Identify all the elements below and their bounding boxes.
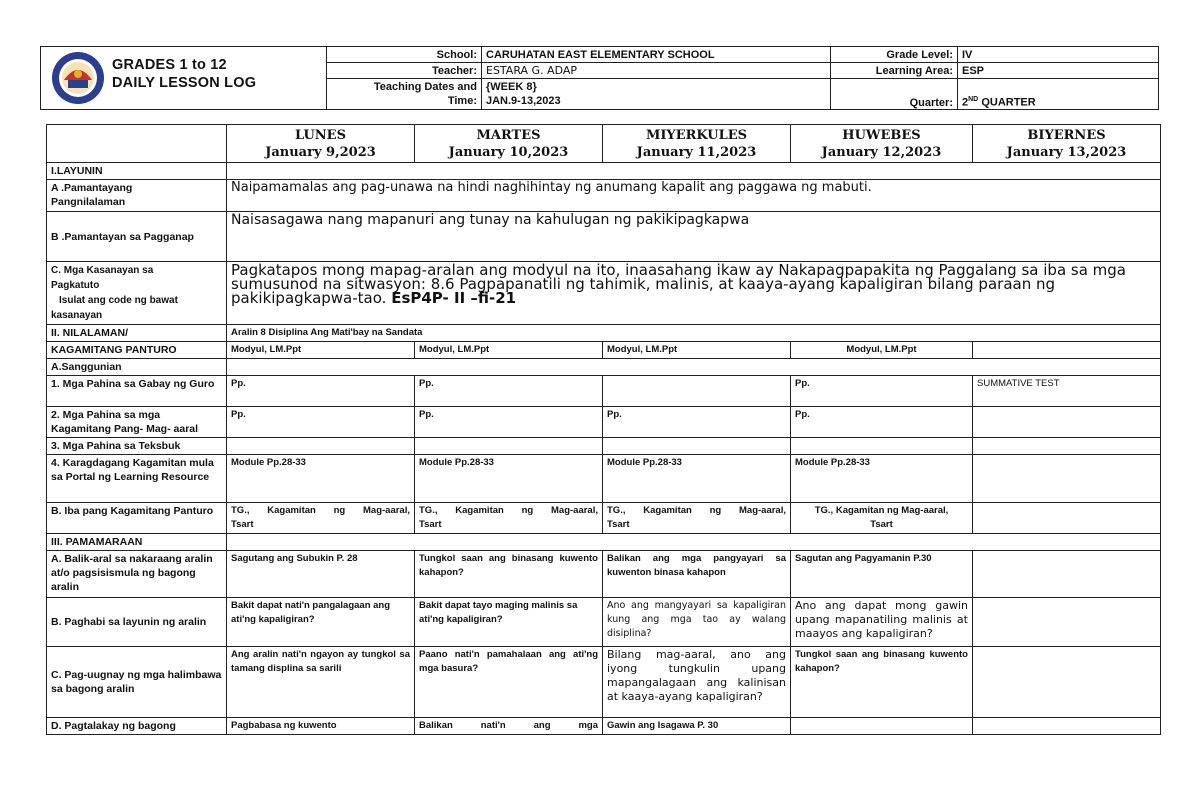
school-value: CARUHATAN EAST ELEMENTARY SCHOOL bbox=[482, 47, 831, 63]
kagamitan-row bbox=[47, 342, 1161, 359]
ref-cell: Pp. bbox=[227, 407, 415, 438]
ref-cell: Module Pp.28-33 bbox=[791, 455, 973, 503]
empty-cell bbox=[791, 438, 973, 455]
nilalaman-row bbox=[47, 325, 1161, 342]
material-cell: Modyul, LM.Ppt bbox=[415, 342, 603, 359]
pamamaraan-heading: III. PAMAMARAAN bbox=[47, 534, 227, 551]
ref-cell bbox=[791, 503, 973, 534]
ref-cell: Pp. bbox=[791, 407, 973, 438]
ref-line: Tsart bbox=[231, 519, 254, 530]
label-line: Pangnilalaman bbox=[51, 196, 126, 208]
deped-seal-logo bbox=[50, 50, 106, 106]
day-header-lunes bbox=[227, 125, 415, 163]
material-cell: Modyul, LM.Ppt bbox=[227, 342, 415, 359]
iba-pang-kagamitan-label: B. Iba pang Kagamitang Panturo bbox=[47, 503, 227, 534]
day-date: January 11,2023 bbox=[636, 144, 757, 160]
sanggunian-heading: A.Sanggunian bbox=[47, 359, 227, 376]
balik-aral-row bbox=[47, 551, 1161, 598]
ref-line: Tsart bbox=[419, 519, 442, 530]
label-line: Pagkatuto bbox=[51, 280, 100, 291]
lesson-log-table bbox=[46, 124, 1161, 735]
pamantayang-pangnilalaman-label bbox=[47, 180, 227, 212]
dates-label-line2: Time: bbox=[447, 95, 477, 107]
week-value: {WEEK 8} bbox=[486, 81, 537, 93]
empty-cell bbox=[973, 438, 1161, 455]
quarter-label: Quarter: bbox=[831, 79, 958, 110]
pamantayang-pangnilalaman-text: Naipamamalas ang pag-unawa na hindi naghihintay ng anumang kapalit ang paggawa ng mabuti. bbox=[227, 180, 1161, 212]
ref-cell: Pp. bbox=[227, 376, 415, 407]
quarter-num: 2 bbox=[962, 97, 969, 109]
school-label: School: bbox=[327, 47, 482, 63]
days-header-row bbox=[47, 125, 1161, 163]
empty-cell bbox=[973, 503, 1161, 534]
ref-line: TG., Kagamitan ng Mag-aaral, bbox=[419, 505, 598, 516]
iba-pang-kagamitan-row bbox=[47, 503, 1161, 534]
empty-cell bbox=[227, 163, 1161, 180]
label-line: Isulat ang code ng bawat bbox=[59, 295, 178, 306]
quarter-value bbox=[958, 79, 1159, 110]
empty-cell bbox=[415, 438, 603, 455]
teacher-label: Teacher: bbox=[327, 63, 482, 79]
teksbuk-label: 3. Mga Pahina sa Teksbuk bbox=[47, 438, 227, 455]
log-title-line2: DAILY LESSON LOG bbox=[112, 75, 257, 91]
label-line: kasanayan bbox=[51, 310, 103, 321]
day-name: LUNES bbox=[295, 127, 346, 143]
procedure-cell bbox=[973, 647, 1161, 718]
empty-cell bbox=[603, 438, 791, 455]
teacher-value: ESTARA G. ADAP bbox=[482, 63, 831, 79]
gabay-guro-label: 1. Mga Pahina sa Gabay ng Guro bbox=[47, 376, 227, 407]
kagamitan-heading: KAGAMITANG PANTURO bbox=[47, 342, 227, 359]
ref-line: TG., Kagamitan ng Mag-aaral, bbox=[814, 505, 949, 516]
nilalaman-text: Aralin 8 Disiplina Ang Mati'bay na Sandata bbox=[227, 325, 1161, 342]
kasanayan-label bbox=[47, 262, 227, 325]
quarter-word: QUARTER bbox=[981, 97, 1036, 109]
pamantayan-pagganap-label: B .Pamantayan sa Pagganap bbox=[47, 212, 227, 262]
material-cell: Modyul, LM.Ppt bbox=[603, 342, 791, 359]
quarter-sup: ND bbox=[968, 96, 979, 104]
layunin-heading-row bbox=[47, 163, 1161, 180]
header-info-table bbox=[326, 46, 1159, 110]
log-title-line1: GRADES 1 to 12 bbox=[112, 57, 227, 73]
day-name: BIYERNES bbox=[1027, 127, 1106, 143]
label-line: C. Mga Kasanayan sa bbox=[51, 265, 154, 276]
ref-cell: Pp. bbox=[415, 376, 603, 407]
kasanayan-code: EsP4P- II –fi-21 bbox=[391, 289, 517, 307]
ref-cell: Pp. bbox=[791, 376, 973, 407]
material-cell bbox=[973, 342, 1161, 359]
procedure-cell: Bilang mag-aaral, ano ang iyong tungkulin upang mapangalagaan ang kalinisan at kaaya-ayang kapaligiran? bbox=[603, 647, 791, 718]
ref-cell bbox=[603, 376, 791, 407]
kasanayan-text bbox=[227, 262, 1161, 325]
kasanayan-description: Pagkatapos mong mapag-aralan ang modyul na ito, inaasahang ikaw ay Nakapagpapakita ng Paggalang sa iba sa mga sumusunod na sitwasyon: 8.6 Pagpapanatili ng tahimik, malinis, at kaaya-ayang kapaligiran bilang paraan ng pakikipagkapwa-tao. bbox=[231, 261, 1126, 307]
kasanayan-row bbox=[47, 262, 1161, 325]
ref-cell: Module Pp.28-33 bbox=[415, 455, 603, 503]
procedure-cell: Ano ang mangyayari sa kapaligiran kung ang mga tao ay walang disiplina? bbox=[603, 598, 791, 647]
dates-value bbox=[482, 79, 831, 110]
procedure-cell: Tungkol saan ang binasang kuwento kahapon? bbox=[415, 551, 603, 598]
dates-label-line1: Teaching Dates and bbox=[373, 81, 477, 93]
karagdagang-kagamitan-label: 4. Karagdagang Kagamitan mula sa Portal ng Learning Resource bbox=[47, 455, 227, 503]
dates-label bbox=[327, 79, 482, 110]
procedure-cell: Ang aralin nati'n ngayon ay tungkol sa tamang displina sa sarili bbox=[227, 647, 415, 718]
kagamitang-mag-aaral-label: 2. Mga Pahina sa mga Kagamitang Pang- Mag- aaral bbox=[47, 407, 227, 438]
procedure-cell bbox=[791, 718, 973, 735]
ref-line: TG., Kagamitan ng Mag-aaral, bbox=[607, 505, 786, 516]
ref-cell bbox=[227, 503, 415, 534]
ref-cell: Module Pp.28-33 bbox=[227, 455, 415, 503]
pamantayan-pagganap-text: Naisasagawa nang mapanuri ang tunay na kahulugan ng pakikipagkapwa bbox=[227, 212, 1161, 262]
teksbuk-row bbox=[47, 438, 1161, 455]
procedure-cell: Tungkol saan ang binasang kuwento kahapon? bbox=[791, 647, 973, 718]
empty-cell bbox=[227, 438, 415, 455]
layunin-heading: I.LAYUNIN bbox=[47, 163, 227, 180]
pag-uugnay-row bbox=[47, 647, 1161, 718]
ref-cell bbox=[973, 455, 1161, 503]
kagamitang-mag-aaral-row bbox=[47, 407, 1161, 438]
sanggunian-row bbox=[47, 359, 1161, 376]
day-date: January 10,2023 bbox=[448, 144, 569, 160]
label-line: A .Pamantayang bbox=[51, 182, 133, 194]
procedure-cell: Sagutang ang Subukin P. 28 bbox=[227, 551, 415, 598]
days-corner-cell bbox=[47, 125, 227, 163]
day-header-biyernes bbox=[973, 125, 1161, 163]
day-header-martes bbox=[415, 125, 603, 163]
empty-cell bbox=[227, 534, 1161, 551]
ref-cell: Pp. bbox=[415, 407, 603, 438]
ref-cell bbox=[973, 407, 1161, 438]
procedure-cell: Gawin ang Isagawa P. 30 bbox=[603, 718, 791, 735]
day-name: MIYERKULES bbox=[645, 127, 748, 143]
ref-line: Tsart bbox=[607, 519, 630, 530]
pamamaraan-heading-row bbox=[47, 534, 1161, 551]
procedure-cell: Pagbabasa ng kuwento bbox=[227, 718, 415, 735]
day-name: HUWEBES bbox=[842, 127, 921, 143]
procedure-cell: Bakit dapat tayo maging malinis sa ati'ng kapaligiran? bbox=[415, 598, 603, 647]
ref-cell: SUMMATIVE TEST bbox=[973, 376, 1161, 407]
procedure-cell: Bakit dapat nati'n pangalagaan ang ati'ng kapaligiran? bbox=[227, 598, 415, 647]
grade-label: Grade Level: bbox=[831, 47, 958, 63]
day-header-miyerkules bbox=[603, 125, 791, 163]
procedure-cell: Sagutan ang Pagyamanin P.30 bbox=[791, 551, 973, 598]
dates-range-value: JAN.9-13,2023 bbox=[486, 95, 561, 107]
ref-line: TG., Kagamitan ng Mag-aaral, bbox=[231, 505, 410, 516]
area-value: ESP bbox=[958, 63, 1159, 79]
ref-cell bbox=[415, 503, 603, 534]
nilalaman-heading: II. NILALAMAN/ bbox=[47, 325, 227, 342]
empty-cell bbox=[227, 359, 1161, 376]
procedure-cell: Balikan nati'n ang mga bbox=[415, 718, 603, 735]
day-date: January 13,2023 bbox=[1006, 144, 1127, 160]
balik-aral-label: A. Balik-aral sa nakaraang aralin at/o pagsisismula ng bagong aralin bbox=[47, 551, 227, 598]
karagdagang-kagamitan-row bbox=[47, 455, 1161, 503]
pagtalakay-label: D. Pagtalakay ng bagong bbox=[47, 718, 227, 735]
day-name: MARTES bbox=[476, 127, 541, 143]
gabay-guro-row bbox=[47, 376, 1161, 407]
material-cell: Modyul, LM.Ppt bbox=[791, 342, 973, 359]
area-label: Learning Area: bbox=[831, 63, 958, 79]
ref-cell: Pp. bbox=[603, 407, 791, 438]
day-date: January 9,2023 bbox=[265, 144, 376, 160]
procedure-cell: Balikan ang mga pangyayari sa kuwenton binasa kahapon bbox=[603, 551, 791, 598]
pag-uugnay-label: C. Pag-uugnay ng mga halimbawa sa bagong aralin bbox=[47, 647, 227, 718]
ref-cell: Module Pp.28-33 bbox=[603, 455, 791, 503]
procedure-cell bbox=[973, 718, 1161, 735]
pamantayang-pangnilalaman-row bbox=[47, 180, 1161, 212]
procedure-cell: Ano ang dapat mong gawin upang mapanatiling malinis at maayos ang kapaligiran? bbox=[791, 598, 973, 647]
grade-value: IV bbox=[958, 47, 1159, 63]
pagtalakay-row bbox=[47, 718, 1161, 735]
procedure-cell: Paano nati'n pamahalaan ang ati'ng mga basura? bbox=[415, 647, 603, 718]
ref-line: Tsart bbox=[870, 519, 893, 530]
pamantayan-pagganap-row bbox=[47, 212, 1161, 262]
paghabi-row bbox=[47, 598, 1161, 647]
procedure-cell bbox=[973, 551, 1161, 598]
procedure-cell bbox=[973, 598, 1161, 647]
paghabi-label: B. Paghabi sa layunin ng aralin bbox=[47, 598, 227, 647]
ref-cell bbox=[603, 503, 791, 534]
day-header-huwebes bbox=[791, 125, 973, 163]
day-date: January 12,2023 bbox=[821, 144, 942, 160]
